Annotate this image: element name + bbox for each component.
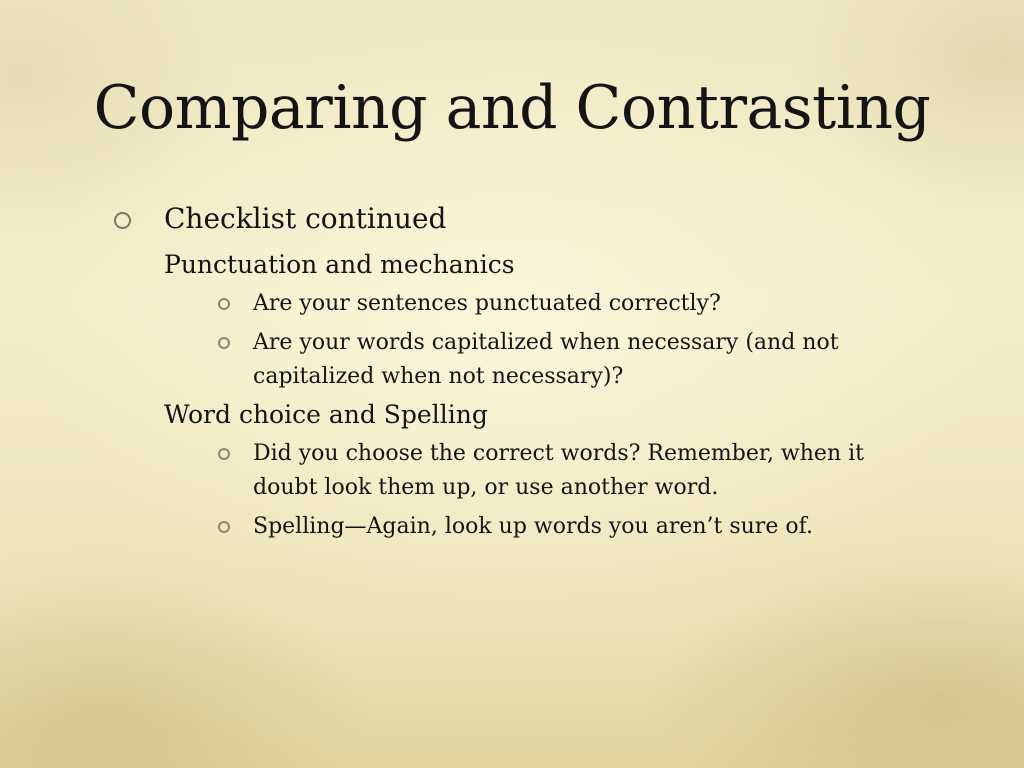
- slide-body: [112, 200, 912, 544]
- section-heading-word-choice: Word choice and Spelling: [164, 400, 488, 429]
- list-item: [112, 510, 912, 544]
- circle-bullet-icon: [218, 298, 230, 310]
- slide-title: Comparing and Contrasting: [93, 73, 931, 143]
- circle-bullet-icon: [114, 212, 131, 229]
- section-heading-punctuation: Punctuation and mechanics: [164, 250, 515, 279]
- list-item-text: Spelling—Again, look up words you aren’t sure of.: [253, 514, 813, 539]
- list-item: [112, 287, 912, 321]
- bullet-checklist-continued: [112, 200, 912, 244]
- list-item: [112, 437, 912, 505]
- list-item-text: Are your sentences punctuated correctly?: [253, 291, 721, 316]
- list-item-text: Are your words capitalized when necessary (and not capitalized when not necessary)?: [253, 330, 839, 389]
- circle-bullet-icon: [218, 337, 230, 349]
- list-item: [112, 326, 912, 394]
- circle-bullet-icon: [218, 448, 230, 460]
- bullet-heading: Checklist continued: [164, 202, 447, 235]
- circle-bullet-icon: [218, 521, 230, 533]
- list-item-text: Did you choose the correct words? Remember, when it doubt look them up, or use another word.: [253, 441, 864, 500]
